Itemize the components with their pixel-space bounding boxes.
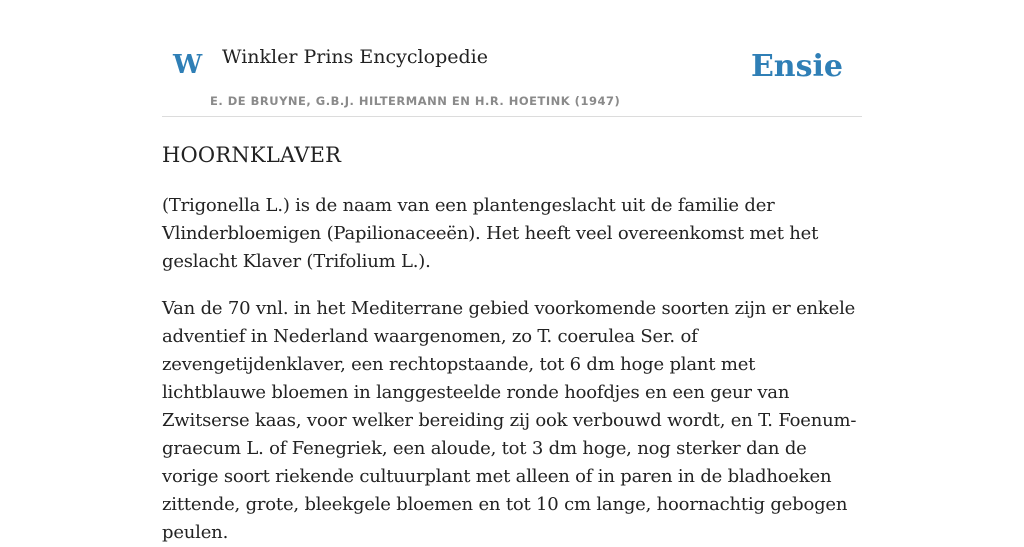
article	[162, 140, 862, 547]
article-paragraph: Van de 70 vnl. in het Mediterrane gebied voorkomende soorten zijn er enkele adventief in Nederland waargenomen, zo T. coerulea Ser. of zevengetijdenklaver, een rechtopstaande, tot 6 dm hoge plant met lichtblauwe bloemen in langgesteelde ronde hoofdjes en een geur van Zwitserse kaas, voor welker bereiding zij ook verbouwd wordt, en T. Foenum-graecum L. of Fenegriek, een aloude, tot 3 dm hoge, nog sterker dan de vorige soort riekende cultuurplant met alleen of in paren in de bladhoeken zittende, grote, bleekgele bloemen en tot 10 cm lange, hoornachtig gebogen peulen.	[162, 298, 857, 543]
article-title: HOORNKLAVER	[162, 143, 342, 167]
winkler-prins-logo-icon[interactable]: W	[173, 50, 203, 80]
authors-line: E. DE BRUYNE, G.B.J. HILTERMANN EN H.R. HOETINK (1947)	[210, 94, 621, 108]
ensie-brand-link[interactable]: Ensie	[750, 49, 843, 84]
site-title[interactable]: Winkler Prins Encyclopedie	[222, 46, 488, 68]
site-header	[162, 0, 862, 117]
article-paragraph: (Trigonella L.) is de naam van een plantengeslacht uit de familie der Vlinderbloemigen (Papilionaceeën). Het heeft veel overeenkomst met het geslacht Klaver (Trifolium L.).	[162, 195, 819, 272]
